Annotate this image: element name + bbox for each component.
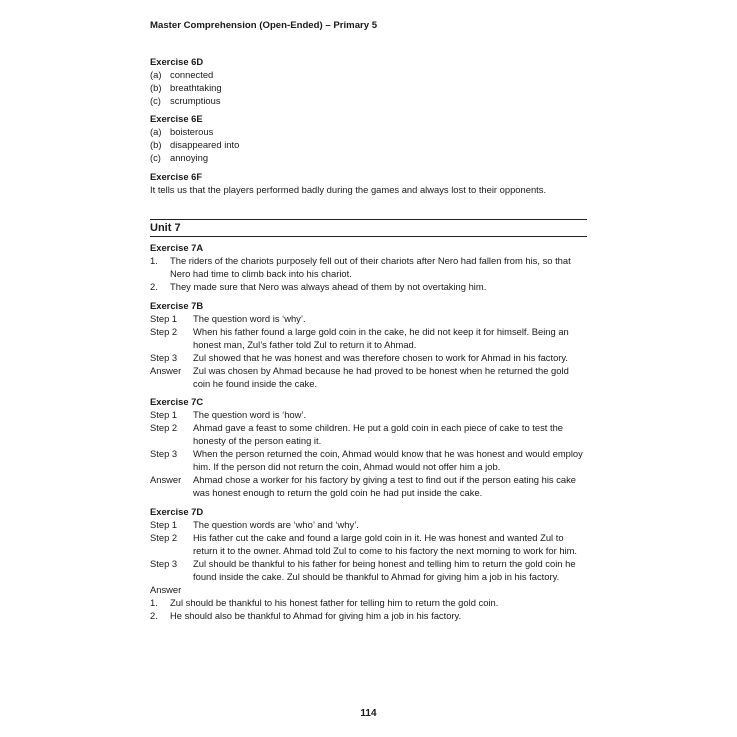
step-text: Ahmad chose a worker for his factory by giving a test to find out if the person eating his cake was honest enough to return the gold coin he had put inside the cake. [193, 474, 577, 498]
step-text: When his father found a large gold coin in the cake, he did not keep it for himself. Being an honest man, Zul’s father told Zul to return it to Ahmad. [193, 326, 569, 350]
exercise-6d [150, 55, 588, 107]
step-row [150, 473, 588, 499]
exercise-7d [150, 505, 588, 622]
item-label: 1. [150, 255, 158, 266]
page-number: 114 [360, 708, 377, 719]
step-row [150, 408, 588, 421]
item-text: scrumptious [170, 95, 221, 106]
step-row [150, 364, 588, 390]
step-row [150, 531, 588, 557]
exercise-title: Exercise 7B [150, 300, 204, 311]
step-text: Ahmad gave a feast to some children. He put a gold coin in each piece of cake to test the honesty of the person eating it. [193, 422, 564, 446]
list-item [150, 609, 588, 622]
exercise-6e [150, 112, 588, 164]
item-label: (c) [150, 152, 161, 163]
step-text: The question word is ‘how’. [193, 409, 307, 420]
step-row [150, 557, 588, 583]
item-label: (a) [150, 126, 162, 137]
list-item [150, 596, 588, 609]
step-row [150, 312, 588, 325]
item-label: (b) [150, 139, 162, 150]
step-row [150, 421, 588, 447]
step-label: Step 3 [150, 352, 178, 363]
step-row [150, 325, 588, 351]
step-row [150, 351, 588, 364]
step-text: Zul was chosen by Ahmad because he had proved to be honest when he returned the gold coin he found inside the cake. [193, 365, 569, 389]
item-text: He should also be thankful to Ahmad for giving him a job in his factory. [170, 610, 462, 621]
item-label: 2. [150, 281, 158, 292]
step-label: Step 3 [150, 558, 178, 569]
item-text: disappeared into [170, 139, 240, 150]
step-text: His father cut the cake and found a large gold coin in it. He was honest and wanted Zul to return it to the owner. Ahmad told Zul to come to his factory the next morning to work for him. [193, 532, 578, 556]
exercise-7a [150, 241, 588, 293]
exercise-7c [150, 395, 588, 499]
exercise-title: Exercise 6E [150, 113, 203, 124]
item-text: annoying [170, 152, 209, 163]
list-item [150, 68, 588, 81]
item-label: 1. [150, 597, 158, 608]
item-label: (b) [150, 82, 162, 93]
item-text: boisterous [170, 126, 214, 137]
step-row [150, 518, 588, 531]
unit-rule-top [150, 219, 587, 220]
answer-label: Answer [150, 584, 182, 595]
list-item [150, 125, 588, 138]
list-item [150, 254, 588, 280]
step-label: Step 3 [150, 448, 178, 459]
step-label: Step 2 [150, 326, 178, 337]
step-label: Step 2 [150, 532, 178, 543]
item-label: 2. [150, 610, 158, 621]
list-item [150, 280, 588, 293]
item-text: connected [170, 69, 214, 80]
list-item [150, 81, 588, 94]
step-label: Step 2 [150, 422, 178, 433]
step-text: The question words are ‘who’ and ‘why’. [193, 519, 359, 530]
exercise-title: Exercise 7D [150, 506, 204, 517]
item-label: (a) [150, 69, 162, 80]
item-text: Zul should be thankful to his honest father for telling him to return the gold coin. [170, 597, 499, 608]
step-text: Zul should be thankful to his father for being honest and telling him to return the gold coin he found inside the cake. Zul should be thankful to Ahmad for giving him a job in his factory. [193, 558, 576, 582]
item-text: They made sure that Nero was always ahead of them by not overtaking him. [170, 281, 487, 292]
step-text: Zul showed that he was honest and was therefore chosen to work for Ahmad in his factory. [193, 352, 569, 363]
step-row [150, 447, 588, 473]
step-text: When the person returned the coin, Ahmad would know that he was honest and would employ him. If the person did not return the coin, Ahmad would not offer him a job. [193, 448, 583, 472]
step-label: Step 1 [150, 409, 178, 420]
unit-rule-bottom [150, 236, 587, 237]
list-item [150, 151, 588, 164]
step-label: Answer [150, 474, 182, 485]
item-text: breathtaking [170, 82, 222, 93]
exercise-7b [150, 299, 588, 390]
exercise-6f [150, 170, 588, 196]
step-text: The question word is ‘why’. [193, 313, 306, 324]
unit-title: Unit 7 [150, 222, 181, 234]
step-label: Answer [150, 365, 182, 376]
item-text: The riders of the chariots purposely fell out of their chariots after Nero had fallen from his, so that Nero had time to climb back into his chariot. [170, 255, 571, 279]
exercise-title: Exercise 6D [150, 56, 204, 67]
exercise-title: Exercise 7A [150, 242, 204, 253]
item-label: (c) [150, 95, 161, 106]
step-label: Step 1 [150, 519, 178, 530]
running-header: Master Comprehension (Open-Ended) – Primary 5 [150, 20, 378, 31]
step-label: Step 1 [150, 313, 178, 324]
list-item [150, 94, 588, 107]
answer-text: It tells us that the players performed badly during the games and always lost to their opponents. [150, 184, 547, 195]
exercise-title: Exercise 6F [150, 171, 203, 182]
list-item [150, 138, 588, 151]
exercise-title: Exercise 7C [150, 396, 204, 407]
